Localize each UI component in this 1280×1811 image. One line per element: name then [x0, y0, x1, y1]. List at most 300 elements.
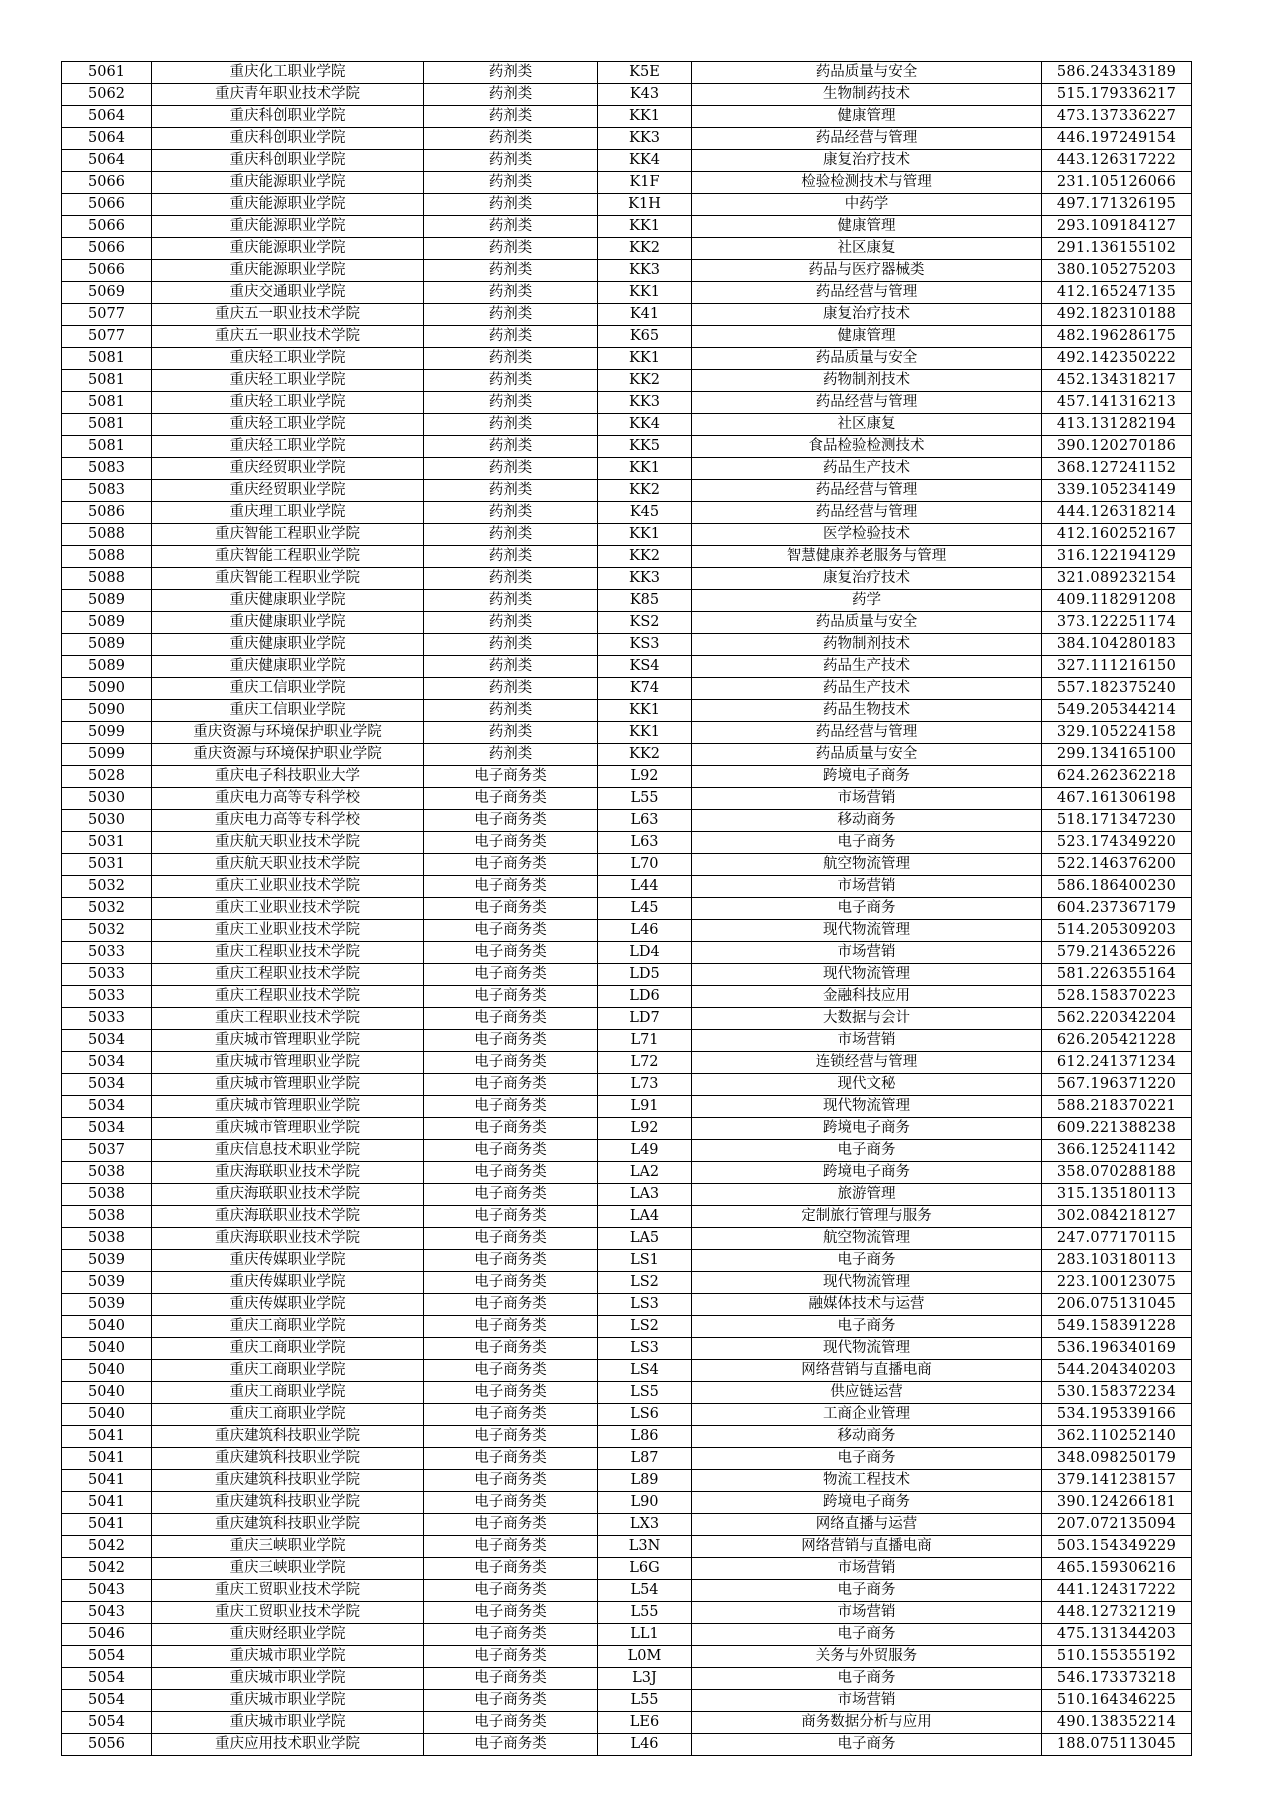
school-code-cell: 5077 [62, 304, 152, 326]
table-row [62, 1492, 1192, 1514]
category-cell: 药剂类 [424, 436, 598, 458]
school-name-cell: 重庆能源职业学院 [152, 216, 424, 238]
table-row [62, 1206, 1192, 1228]
major-code-cell: KK1 [598, 282, 692, 304]
major-name-cell: 药品经营与管理 [692, 128, 1042, 150]
category-cell: 电子商务类 [424, 898, 598, 920]
school-code-cell: 5038 [62, 1206, 152, 1228]
major-name-cell: 跨境电子商务 [692, 1162, 1042, 1184]
major-code-cell: L73 [598, 1074, 692, 1096]
table-row [62, 722, 1192, 744]
major-code-cell: LS2 [598, 1272, 692, 1294]
school-name-cell: 重庆电力高等专科学校 [152, 788, 424, 810]
major-code-cell: L91 [598, 1096, 692, 1118]
school-name-cell: 重庆三峡职业学院 [152, 1536, 424, 1558]
table-row [62, 1052, 1192, 1074]
school-code-cell: 5088 [62, 568, 152, 590]
table-row [62, 106, 1192, 128]
major-code-cell: K43 [598, 84, 692, 106]
major-name-cell: 药学 [692, 590, 1042, 612]
school-code-cell: 5069 [62, 282, 152, 304]
school-code-cell: 5032 [62, 920, 152, 942]
major-code-cell: K65 [598, 326, 692, 348]
category-cell: 电子商务类 [424, 1712, 598, 1734]
major-code-cell: KK2 [598, 744, 692, 766]
table-row [62, 590, 1192, 612]
major-name-cell: 智慧健康养老服务与管理 [692, 546, 1042, 568]
school-code-cell: 5031 [62, 832, 152, 854]
score-cell: 412.160252167 [1042, 524, 1192, 546]
school-code-cell: 5089 [62, 590, 152, 612]
major-name-cell: 药品经营与管理 [692, 392, 1042, 414]
score-cell: 247.077170115 [1042, 1228, 1192, 1250]
school-name-cell: 重庆城市职业学院 [152, 1712, 424, 1734]
school-code-cell: 5038 [62, 1162, 152, 1184]
school-code-cell: 5041 [62, 1448, 152, 1470]
category-cell: 药剂类 [424, 194, 598, 216]
school-code-cell: 5066 [62, 194, 152, 216]
category-cell: 药剂类 [424, 304, 598, 326]
major-name-cell: 食品检验检测技术 [692, 436, 1042, 458]
major-code-cell: LA5 [598, 1228, 692, 1250]
score-cell: 368.127241152 [1042, 458, 1192, 480]
table-row [62, 84, 1192, 106]
school-name-cell: 重庆工业职业技术学院 [152, 898, 424, 920]
major-name-cell: 市场营销 [692, 1602, 1042, 1624]
school-name-cell: 重庆城市管理职业学院 [152, 1118, 424, 1140]
score-cell: 358.070288188 [1042, 1162, 1192, 1184]
school-code-cell: 5034 [62, 1052, 152, 1074]
major-code-cell: LL1 [598, 1624, 692, 1646]
category-cell: 药剂类 [424, 656, 598, 678]
table-row [62, 304, 1192, 326]
category-cell: 药剂类 [424, 172, 598, 194]
major-code-cell: KK2 [598, 480, 692, 502]
category-cell: 电子商务类 [424, 920, 598, 942]
school-name-cell: 重庆城市职业学院 [152, 1646, 424, 1668]
score-cell: 562.220342204 [1042, 1008, 1192, 1030]
school-code-cell: 5040 [62, 1404, 152, 1426]
score-cell: 348.098250179 [1042, 1448, 1192, 1470]
table-row [62, 1426, 1192, 1448]
school-name-cell: 重庆智能工程职业学院 [152, 568, 424, 590]
category-cell: 药剂类 [424, 678, 598, 700]
table-row [62, 1514, 1192, 1536]
score-cell: 207.072135094 [1042, 1514, 1192, 1536]
table-row [62, 260, 1192, 282]
major-code-cell: L72 [598, 1052, 692, 1074]
score-cell: 523.174349220 [1042, 832, 1192, 854]
major-code-cell: L90 [598, 1492, 692, 1514]
major-name-cell: 电子商务 [692, 1316, 1042, 1338]
school-name-cell: 重庆传媒职业学院 [152, 1294, 424, 1316]
table-row [62, 678, 1192, 700]
school-code-cell: 5054 [62, 1712, 152, 1734]
major-name-cell: 康复治疗技术 [692, 568, 1042, 590]
category-cell: 电子商务类 [424, 1580, 598, 1602]
major-name-cell: 大数据与会计 [692, 1008, 1042, 1030]
school-name-cell: 重庆智能工程职业学院 [152, 546, 424, 568]
major-code-cell: L54 [598, 1580, 692, 1602]
major-code-cell: LS6 [598, 1404, 692, 1426]
school-name-cell: 重庆科创职业学院 [152, 128, 424, 150]
major-name-cell: 连锁经营与管理 [692, 1052, 1042, 1074]
table-row [62, 1008, 1192, 1030]
score-cell: 549.158391228 [1042, 1316, 1192, 1338]
category-cell: 电子商务类 [424, 1030, 598, 1052]
score-cell: 384.104280183 [1042, 634, 1192, 656]
school-name-cell: 重庆轻工职业学院 [152, 392, 424, 414]
score-cell: 515.179336217 [1042, 84, 1192, 106]
school-name-cell: 重庆工商职业学院 [152, 1316, 424, 1338]
school-name-cell: 重庆能源职业学院 [152, 238, 424, 260]
table-row [62, 216, 1192, 238]
major-code-cell: L87 [598, 1448, 692, 1470]
table-row [62, 656, 1192, 678]
table-row [62, 1294, 1192, 1316]
category-cell: 药剂类 [424, 568, 598, 590]
category-cell: 电子商务类 [424, 942, 598, 964]
school-name-cell: 重庆轻工职业学院 [152, 436, 424, 458]
table-row [62, 546, 1192, 568]
school-name-cell: 重庆工贸职业技术学院 [152, 1602, 424, 1624]
school-code-cell: 5054 [62, 1646, 152, 1668]
category-cell: 药剂类 [424, 282, 598, 304]
category-cell: 电子商务类 [424, 1558, 598, 1580]
school-code-cell: 5083 [62, 458, 152, 480]
school-code-cell: 5034 [62, 1074, 152, 1096]
major-name-cell: 现代物流管理 [692, 1096, 1042, 1118]
table-row [62, 480, 1192, 502]
score-cell: 329.105224158 [1042, 722, 1192, 744]
category-cell: 电子商务类 [424, 1052, 598, 1074]
school-name-cell: 重庆城市职业学院 [152, 1668, 424, 1690]
score-cell: 586.186400230 [1042, 876, 1192, 898]
category-cell: 药剂类 [424, 238, 598, 260]
table-row [62, 1360, 1192, 1382]
major-code-cell: KK5 [598, 436, 692, 458]
school-code-cell: 5037 [62, 1140, 152, 1162]
table-row [62, 1162, 1192, 1184]
score-cell: 467.161306198 [1042, 788, 1192, 810]
score-cell: 534.195339166 [1042, 1404, 1192, 1426]
table-row [62, 1382, 1192, 1404]
score-cell: 315.135180113 [1042, 1184, 1192, 1206]
major-name-cell: 药物制剂技术 [692, 634, 1042, 656]
major-code-cell: LD6 [598, 986, 692, 1008]
table-row [62, 986, 1192, 1008]
school-name-cell: 重庆工商职业学院 [152, 1338, 424, 1360]
table-row [62, 524, 1192, 546]
school-code-cell: 5099 [62, 744, 152, 766]
category-cell: 药剂类 [424, 700, 598, 722]
major-code-cell: LS1 [598, 1250, 692, 1272]
category-cell: 电子商务类 [424, 1228, 598, 1250]
school-name-cell: 重庆建筑科技职业学院 [152, 1492, 424, 1514]
score-cell: 579.214365226 [1042, 942, 1192, 964]
score-cell: 612.241371234 [1042, 1052, 1192, 1074]
table-row [62, 810, 1192, 832]
category-cell: 电子商务类 [424, 1514, 598, 1536]
major-code-cell: LD7 [598, 1008, 692, 1030]
school-name-cell: 重庆理工职业学院 [152, 502, 424, 524]
category-cell: 药剂类 [424, 326, 598, 348]
table-row [62, 1250, 1192, 1272]
school-code-cell: 5061 [62, 62, 152, 84]
category-cell: 电子商务类 [424, 766, 598, 788]
school-name-cell: 重庆工程职业技术学院 [152, 964, 424, 986]
major-name-cell: 电子商务 [692, 898, 1042, 920]
school-code-cell: 5038 [62, 1184, 152, 1206]
major-code-cell: KK2 [598, 370, 692, 392]
major-code-cell: LS3 [598, 1338, 692, 1360]
category-cell: 药剂类 [424, 348, 598, 370]
major-name-cell: 健康管理 [692, 216, 1042, 238]
school-code-cell: 5099 [62, 722, 152, 744]
school-code-cell: 5042 [62, 1558, 152, 1580]
school-name-cell: 重庆工程职业技术学院 [152, 986, 424, 1008]
score-cell: 586.243343189 [1042, 62, 1192, 84]
school-code-cell: 5040 [62, 1316, 152, 1338]
table-row [62, 898, 1192, 920]
table-row [62, 964, 1192, 986]
score-cell: 390.124266181 [1042, 1492, 1192, 1514]
score-cell: 567.196371220 [1042, 1074, 1192, 1096]
table-row [62, 1272, 1192, 1294]
category-cell: 电子商务类 [424, 1624, 598, 1646]
score-cell: 626.205421228 [1042, 1030, 1192, 1052]
major-name-cell: 工商企业管理 [692, 1404, 1042, 1426]
major-code-cell: L71 [598, 1030, 692, 1052]
school-code-cell: 5033 [62, 1008, 152, 1030]
major-code-cell: L63 [598, 832, 692, 854]
school-code-cell: 5054 [62, 1668, 152, 1690]
major-code-cell: LS4 [598, 1360, 692, 1382]
category-cell: 药剂类 [424, 590, 598, 612]
category-cell: 电子商务类 [424, 1118, 598, 1140]
table-row [62, 1316, 1192, 1338]
school-code-cell: 5088 [62, 524, 152, 546]
school-code-cell: 5064 [62, 128, 152, 150]
school-name-cell: 重庆建筑科技职业学院 [152, 1470, 424, 1492]
major-code-cell: LE6 [598, 1712, 692, 1734]
school-code-cell: 5056 [62, 1734, 152, 1756]
major-code-cell: LD5 [598, 964, 692, 986]
table-row [62, 392, 1192, 414]
school-code-cell: 5040 [62, 1338, 152, 1360]
school-code-cell: 5040 [62, 1360, 152, 1382]
school-code-cell: 5054 [62, 1690, 152, 1712]
major-name-cell: 电子商务 [692, 1580, 1042, 1602]
score-cell: 518.171347230 [1042, 810, 1192, 832]
school-code-cell: 5039 [62, 1294, 152, 1316]
category-cell: 电子商务类 [424, 1316, 598, 1338]
table-row [62, 370, 1192, 392]
category-cell: 电子商务类 [424, 1360, 598, 1382]
school-name-cell: 重庆资源与环境保护职业学院 [152, 744, 424, 766]
major-name-cell: 现代文秘 [692, 1074, 1042, 1096]
table-row [62, 1140, 1192, 1162]
school-code-cell: 5081 [62, 370, 152, 392]
category-cell: 药剂类 [424, 370, 598, 392]
major-name-cell: 网络营销与直播电商 [692, 1360, 1042, 1382]
major-name-cell: 物流工程技术 [692, 1470, 1042, 1492]
table-row [62, 172, 1192, 194]
major-code-cell: L0M [598, 1646, 692, 1668]
category-cell: 药剂类 [424, 744, 598, 766]
score-cell: 188.075113045 [1042, 1734, 1192, 1756]
score-cell: 380.105275203 [1042, 260, 1192, 282]
major-name-cell: 关务与外贸服务 [692, 1646, 1042, 1668]
category-cell: 药剂类 [424, 502, 598, 524]
major-code-cell: KK1 [598, 722, 692, 744]
major-code-cell: K41 [598, 304, 692, 326]
category-cell: 电子商务类 [424, 1008, 598, 1030]
major-code-cell: KS4 [598, 656, 692, 678]
school-name-cell: 重庆航天职业技术学院 [152, 832, 424, 854]
major-name-cell: 康复治疗技术 [692, 304, 1042, 326]
score-cell: 609.221388238 [1042, 1118, 1192, 1140]
score-cell: 492.142350222 [1042, 348, 1192, 370]
table-row [62, 942, 1192, 964]
major-code-cell: LS2 [598, 1316, 692, 1338]
school-name-cell: 重庆经贸职业学院 [152, 480, 424, 502]
category-cell: 电子商务类 [424, 1074, 598, 1096]
major-code-cell: K45 [598, 502, 692, 524]
category-cell: 电子商务类 [424, 1206, 598, 1228]
table-row [62, 282, 1192, 304]
school-name-cell: 重庆应用技术职业学院 [152, 1734, 424, 1756]
school-code-cell: 5040 [62, 1382, 152, 1404]
score-cell: 452.134318217 [1042, 370, 1192, 392]
category-cell: 电子商务类 [424, 1668, 598, 1690]
category-cell: 电子商务类 [424, 1690, 598, 1712]
table-row [62, 1558, 1192, 1580]
category-cell: 电子商务类 [424, 1602, 598, 1624]
category-cell: 药剂类 [424, 392, 598, 414]
school-name-cell: 重庆健康职业学院 [152, 612, 424, 634]
school-name-cell: 重庆健康职业学院 [152, 590, 424, 612]
major-name-cell: 市场营销 [692, 1030, 1042, 1052]
major-name-cell: 现代物流管理 [692, 1272, 1042, 1294]
category-cell: 电子商务类 [424, 1272, 598, 1294]
score-cell: 510.164346225 [1042, 1690, 1192, 1712]
table-row [62, 128, 1192, 150]
school-code-cell: 5041 [62, 1514, 152, 1536]
table-row [62, 766, 1192, 788]
major-code-cell: LD4 [598, 942, 692, 964]
school-code-cell: 5083 [62, 480, 152, 502]
school-code-cell: 5081 [62, 436, 152, 458]
score-cell: 465.159306216 [1042, 1558, 1192, 1580]
major-code-cell: L3N [598, 1536, 692, 1558]
major-code-cell: L46 [598, 1734, 692, 1756]
table-row [62, 436, 1192, 458]
school-name-cell: 重庆经贸职业学院 [152, 458, 424, 480]
major-name-cell: 电子商务 [692, 1250, 1042, 1272]
school-name-cell: 重庆五一职业技术学院 [152, 304, 424, 326]
school-name-cell: 重庆能源职业学院 [152, 260, 424, 282]
score-cell: 514.205309203 [1042, 920, 1192, 942]
major-code-cell: KK4 [598, 414, 692, 436]
major-name-cell: 航空物流管理 [692, 1228, 1042, 1250]
category-cell: 药剂类 [424, 84, 598, 106]
score-cell: 604.237367179 [1042, 898, 1192, 920]
major-code-cell: L49 [598, 1140, 692, 1162]
major-code-cell: L89 [598, 1470, 692, 1492]
major-code-cell: KK2 [598, 546, 692, 568]
score-cell: 379.141238157 [1042, 1470, 1192, 1492]
table-row [62, 744, 1192, 766]
major-name-cell: 现代物流管理 [692, 920, 1042, 942]
school-name-cell: 重庆科创职业学院 [152, 106, 424, 128]
score-cell: 362.110252140 [1042, 1426, 1192, 1448]
school-code-cell: 5066 [62, 216, 152, 238]
major-name-cell: 网络直播与运营 [692, 1514, 1042, 1536]
school-code-cell: 5042 [62, 1536, 152, 1558]
school-name-cell: 重庆建筑科技职业学院 [152, 1514, 424, 1536]
category-cell: 电子商务类 [424, 788, 598, 810]
score-cell: 490.138352214 [1042, 1712, 1192, 1734]
major-name-cell: 药品经营与管理 [692, 480, 1042, 502]
major-code-cell: L92 [598, 1118, 692, 1140]
school-code-cell: 5034 [62, 1096, 152, 1118]
major-code-cell: L46 [598, 920, 692, 942]
category-cell: 电子商务类 [424, 1492, 598, 1514]
category-cell: 电子商务类 [424, 1184, 598, 1206]
major-code-cell: LX3 [598, 1514, 692, 1536]
major-code-cell: LA4 [598, 1206, 692, 1228]
category-cell: 药剂类 [424, 634, 598, 656]
score-cell: 373.122251174 [1042, 612, 1192, 634]
score-cell: 409.118291208 [1042, 590, 1192, 612]
score-cell: 492.182310188 [1042, 304, 1192, 326]
school-name-cell: 重庆工商职业学院 [152, 1404, 424, 1426]
school-name-cell: 重庆工贸职业技术学院 [152, 1580, 424, 1602]
major-name-cell: 网络营销与直播电商 [692, 1536, 1042, 1558]
table-row [62, 1624, 1192, 1646]
major-code-cell: LA3 [598, 1184, 692, 1206]
score-cell: 206.075131045 [1042, 1294, 1192, 1316]
school-code-cell: 5086 [62, 502, 152, 524]
school-code-cell: 5089 [62, 612, 152, 634]
score-cell: 503.154349229 [1042, 1536, 1192, 1558]
school-code-cell: 5032 [62, 898, 152, 920]
category-cell: 电子商务类 [424, 876, 598, 898]
category-cell: 电子商务类 [424, 1448, 598, 1470]
admission-table-sheet [61, 61, 1191, 1756]
category-cell: 药剂类 [424, 524, 598, 546]
major-code-cell: K1H [598, 194, 692, 216]
score-cell: 293.109184127 [1042, 216, 1192, 238]
category-cell: 药剂类 [424, 458, 598, 480]
school-name-cell: 重庆科创职业学院 [152, 150, 424, 172]
score-cell: 457.141316213 [1042, 392, 1192, 414]
score-cell: 316.122194129 [1042, 546, 1192, 568]
school-code-cell: 5066 [62, 260, 152, 282]
school-code-cell: 5077 [62, 326, 152, 348]
table-row [62, 1580, 1192, 1602]
school-code-cell: 5043 [62, 1580, 152, 1602]
table-row [62, 920, 1192, 942]
school-code-cell: 5090 [62, 700, 152, 722]
category-cell: 电子商务类 [424, 1338, 598, 1360]
score-cell: 549.205344214 [1042, 700, 1192, 722]
school-name-cell: 重庆工商职业学院 [152, 1382, 424, 1404]
category-cell: 药剂类 [424, 722, 598, 744]
major-code-cell: L6G [598, 1558, 692, 1580]
major-code-cell: KK3 [598, 260, 692, 282]
